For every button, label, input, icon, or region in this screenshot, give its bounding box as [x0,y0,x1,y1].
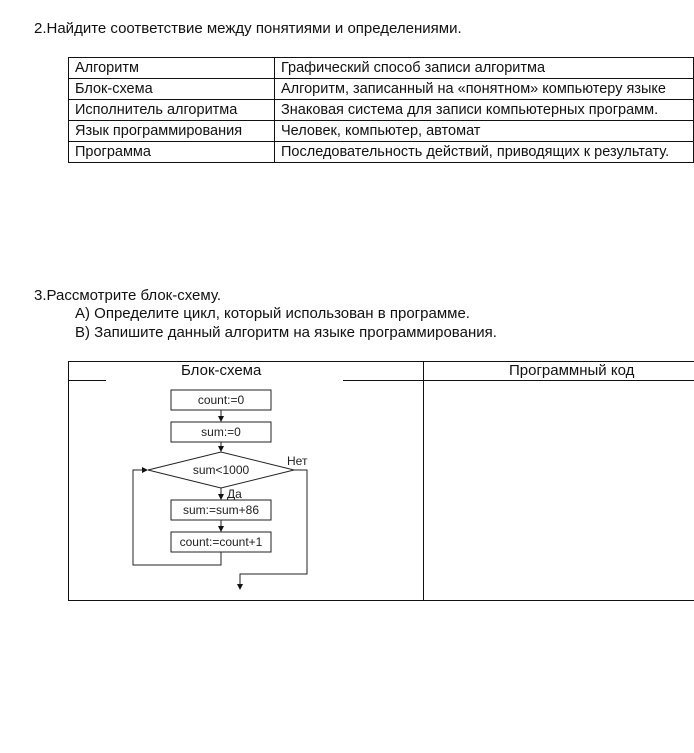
condition-text: sum<1000 [192,463,250,477]
term-cell: Программа [69,142,275,163]
exit-arrow [240,470,307,589]
term-cell: Исполнитель алгоритма [69,100,275,121]
definition-cell: Графический способ записи алгоритма [275,58,694,79]
term-cell: Блок-схема [69,79,275,100]
task2-title: 2.Найдите соответствие между понятиями и определениями. [34,20,462,37]
count-init-text: count:=0 [197,393,245,407]
task3-part-b: В) Запишите данный алгоритм на языке программирования. [75,324,497,341]
definition-cell: Алгоритм, записанный на «понятном» компьютеру языке [275,79,694,100]
sum-init-text: sum:=0 [201,425,241,439]
term-cell: Алгоритм [69,58,275,79]
term-cell: Язык программирования [69,121,275,142]
task3-part-a: А) Определите цикл, который использован в программе. [75,305,470,322]
sum-update-text: sum:=sum+86 [182,503,260,517]
definition-cell: Последовательность действий, приводящих к результату. [275,142,694,163]
yes-label: Да [227,487,242,501]
definition-cell: Человек, компьютер, автомат [275,121,694,142]
count-update-text: count:=count+1 [179,535,263,549]
code-column-header: Программный код [509,362,635,379]
flowchart-column-header: Блок-схема [181,362,262,379]
definition-cell: Знаковая система для записи компьютерных программ. [275,100,694,121]
task3-title: 3.Рассмотрите блок-схему. [34,287,222,304]
no-label: Нет [287,454,308,468]
